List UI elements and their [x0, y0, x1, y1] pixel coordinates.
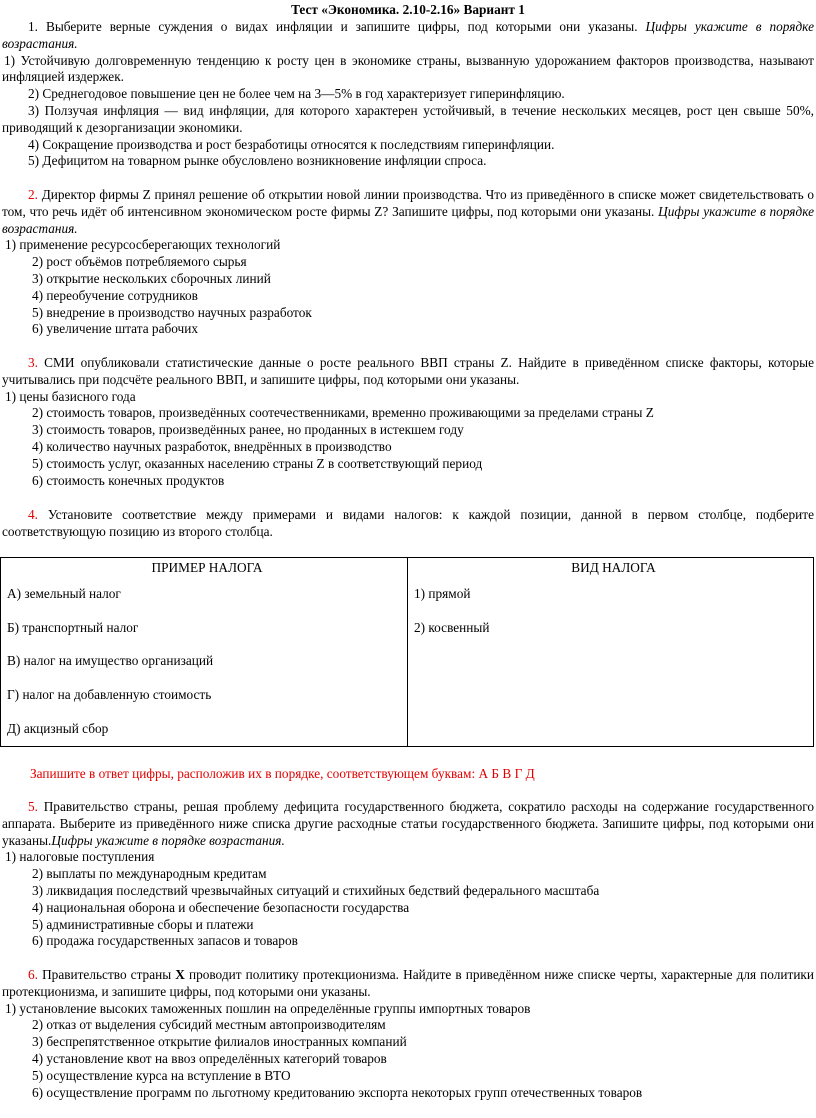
- table-row: Д) акцизный сбор: [7, 720, 109, 736]
- list-item: 4) национальная оборона и обеспечение безопасности государства: [32, 899, 410, 915]
- question-4: [2, 507, 814, 541]
- list-item: 6) продажа государственных запасов и товаров: [32, 933, 298, 949]
- list-item: 6) стоимость конечных продуктов: [32, 472, 225, 488]
- list-item: 5) Дефицитом на товарном рынке обусловлено возникновение инфляции спроса.: [28, 153, 487, 169]
- question-1: [2, 19, 814, 170]
- list-item: 1) установление высоких таможенных пошлин на определённые группы импортных товаров: [5, 1000, 531, 1016]
- answer-instruction: Запишите в ответ цифры, расположив их в порядке, соответствующем буквам: А Б В Г Д: [30, 766, 535, 781]
- list-item: 2) Среднегодовое повышение цен не более чем на 3—5% в год характеризует гиперинфляцию.: [28, 86, 565, 102]
- list-item: 5) стоимость услуг, оказанных населению страны Z в соответствующий период: [32, 455, 483, 471]
- question-5-text: 5. Правительство страны, решая проблему дефицита государственного бюджета, сократило расходы на содержание государственного аппарата. Выберите из приведённого ниже списка другие расходные статьи государственного бюджета. Запишите цифры, под которыми они указаны.Цифры укажите в порядке возрастания.: [2, 799, 815, 848]
- column-examples: [1, 558, 408, 747]
- list-item: 6) осуществление программ по льготному кредитованию экспорта некоторых групп отечественных товаров: [32, 1084, 643, 1100]
- list-item: 4) Сокращение производства и рост безработицы относятся к последствиям гиперинфляции.: [28, 136, 555, 152]
- question-5: [2, 799, 814, 950]
- question-3: [2, 355, 814, 489]
- table-row: 2) косвенный: [414, 619, 490, 635]
- question-1-text: 1. Выберите верные суждения о видах инфляции и запишите цифры, под которыми они указаны. Цифры укажите в порядке возрастания.: [2, 19, 814, 51]
- table-row: В) налог на имущество организаций: [7, 653, 214, 669]
- list-item: 4) количество научных разработок, внедрённых в производство: [32, 438, 392, 454]
- question-4-text: 4. Установите соответствие между примерами и видами налогов: к каждой позиции, данной в первом столбце, подберите соответствующую позицию из второго столбца.: [2, 507, 815, 539]
- column-header-types: ВИД НАЛОГА: [571, 560, 656, 575]
- question-3-text: 3. СМИ опубликовали статистические данные о росте реального ВВП страны Z. Найдите в приведённом списке факторы, которые учитывались при подсчёте реального ВВП, и запишите цифры, под которыми они указаны.: [2, 355, 815, 387]
- list-item: 2) отказ от выделения субсидий местным автопроизводителям: [32, 1017, 386, 1033]
- list-item: 2) стоимость товаров, произведённых соотечественниками, временно проживающими за пределами страны Z: [32, 405, 654, 421]
- list-item: 2) выплаты по международным кредитам: [32, 866, 267, 882]
- tax-matching-table: [0, 557, 814, 747]
- list-item: 4) переобучение сотрудников: [32, 287, 198, 303]
- question-6: [2, 967, 814, 1101]
- question-6-text: 6. Правительство страны X проводит политику протекционизма. Найдите в приведённом ниже списке черты, характерные для политики протекционизма, и запишите цифры, под которыми они указаны.: [2, 967, 815, 999]
- list-item: 2) рост объёмов потребляемого сырья: [32, 254, 247, 270]
- list-item: 3) открытие нескольких сборочных линий: [32, 270, 271, 286]
- list-item: 3) стоимость товаров, произведённых ранее, но проданных в истекшем году: [32, 422, 464, 438]
- table-row: Г) налог на добавленную стоимость: [7, 687, 212, 703]
- question-2-text: 2. Директор фирмы Z принял решение об открытии новой линии производства. Что из приведённого в списке может свидетельствовать о том, что речь идёт об интенсивном экономическом росте фирмы Z? Запишите цифры, под которыми они указаны. Цифры укажите в порядке возрастания.: [2, 187, 815, 236]
- table-row: А) земельный налог: [7, 585, 121, 601]
- list-item: 3) ликвидация последствий чрезвычайных ситуаций и стихийных бедствий федерального масштаба: [32, 882, 600, 898]
- list-item: 6) увеличение штата рабочих: [32, 321, 198, 337]
- list-item: 1) налоговые поступления: [5, 849, 155, 865]
- list-item: 1) цены базисного года: [5, 388, 136, 404]
- column-types: [408, 558, 814, 747]
- list-item: 1) применение ресурсосберегающих технологий: [5, 237, 281, 253]
- list-item: 5) административные сборы и платежи: [32, 916, 254, 932]
- list-item: 3) Ползучая инфляция — вид инфляции, для которого характерен устойчивый, в течение нескольких месяцев, рост цен свыше 50%, приводящий к дезорганизации экономики.: [2, 102, 814, 135]
- list-item: 5) внедрение в производство научных разработок: [32, 304, 312, 320]
- list-item: 4) установление квот на ввоз определённых категорий товаров: [32, 1050, 387, 1066]
- question-2: [2, 187, 814, 338]
- table-row: Б) транспортный налог: [7, 619, 139, 635]
- document-title: Тест «Экономика. 2.10-2.16» Вариант 1: [291, 2, 525, 17]
- table-row: 1) прямой: [414, 585, 471, 601]
- list-item: 5) осуществление курса на вступление в ВТО: [32, 1067, 291, 1083]
- list-item: 1) Устойчивую долговременную тенденцию к росту цен в экономике страны, вызванную удорожанием факторов производства, называют инфляцией издержек.: [2, 52, 814, 85]
- list-item: 3) беспрепятственное открытие филиалов иностранных компаний: [32, 1034, 407, 1050]
- column-header-examples: ПРИМЕР НАЛОГА: [151, 560, 263, 575]
